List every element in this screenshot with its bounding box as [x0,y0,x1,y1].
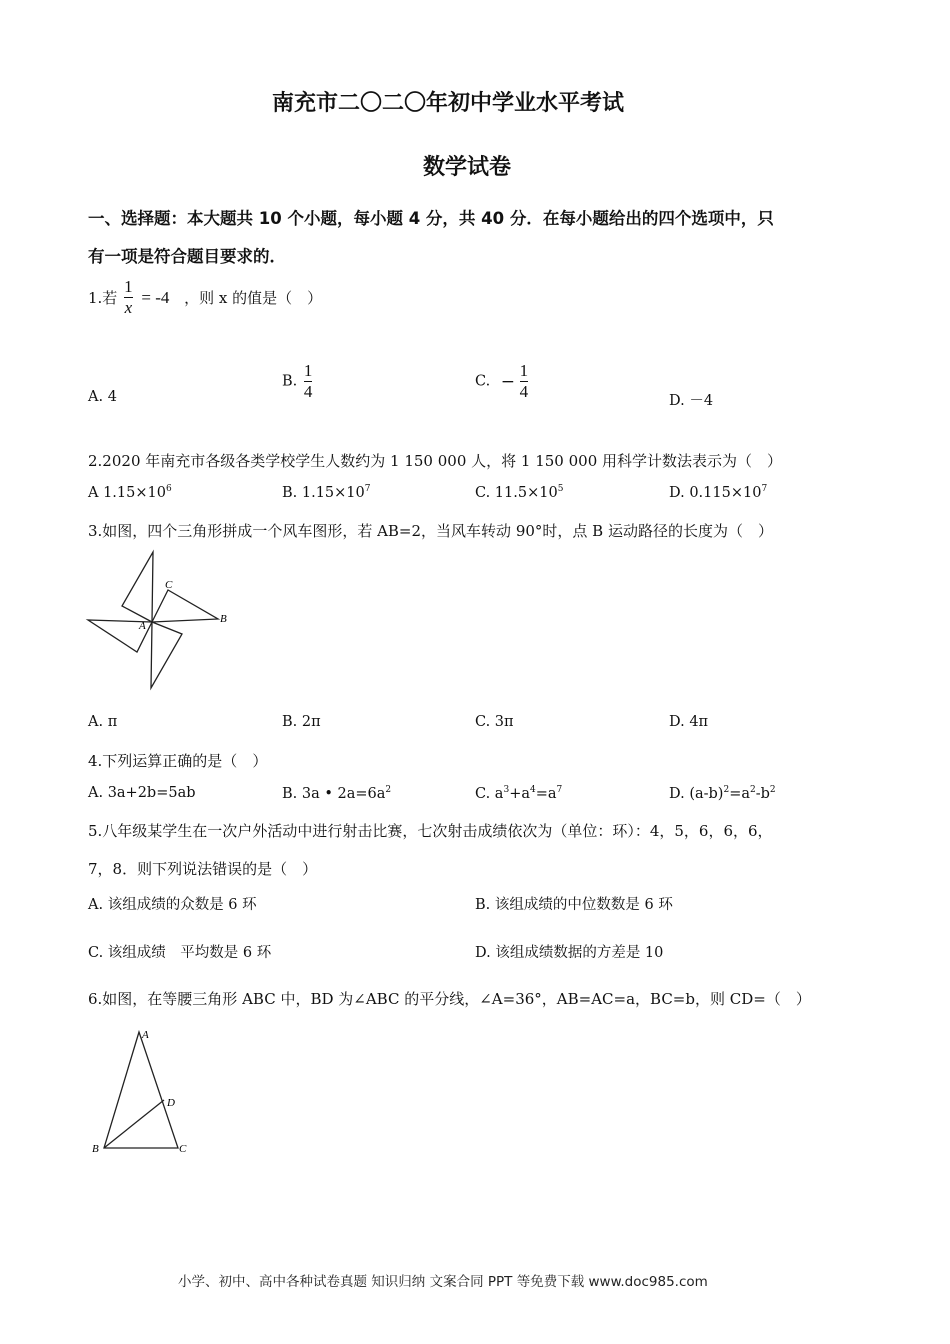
q3-option-c: C. 3π [475,714,514,730]
q5-option-b: B. 该组成绩的中位数数是 6 环 [475,897,673,913]
question-1 [88,278,322,317]
q5-option-a: A. 该组成绩的众数是 6 环 [88,897,257,913]
page-footer: 小学、初中、高中各种试卷真题 知识归纳 文案合同 PPT 等免费下载 www.doc985.com [178,1274,708,1290]
q1-equation: = -4 [141,287,170,307]
q2-option-a: A $1.15\times 10^6$ [88,484,172,501]
question-4: 4.下列运算正确的是（ ） [88,752,268,770]
windmill-triangle-down [151,622,182,688]
q1-option-b-fraction: $\frac{1}{4}$ [303,361,313,401]
section-heading-line1: 一、选择题：本大题共 10 个小题，每小题 4 分，共 40 分．在每小题给出的四个选项中，只 [88,209,774,228]
q3-option-d: D. 4π [669,714,709,730]
q1-option-b-label: B. [282,373,298,390]
exam-subtitle: 数学试卷 [423,155,512,180]
q1-prefix: 1.若 [88,289,118,307]
q3-label-a: A [139,620,146,632]
q4-option-c: C. $a^3+a^4=a^7$ [475,785,563,802]
q1-option-c: C. − $\frac{1}{4}$ [475,361,529,401]
q1-option-c-label: C. [475,373,491,390]
q1-option-d: D. －4 [669,393,714,409]
question-5-line1: 5.八年级某学生在一次户外活动中进行射击比赛，七次射击成绩依次为（单位：环）：4，5，6，6，6， [88,822,773,840]
q1-option-a: A. 4 [88,389,117,405]
q4-option-a: A. 3a+2b=5ab [88,785,196,801]
question-6: 6.如图，在等腰三角形 ABC 中，BD 为∠ABC 的平分线，∠A=36°，AB=AC=a，BC=b，则 CD=（ ） [88,990,811,1008]
q2-option-d: D. $0.115\times 10^7$ [669,484,768,501]
q2-option-b: B. $1.15\times 10^7$ [282,484,371,501]
q6-label-d: D [167,1097,175,1109]
section-heading-line2: 有一项是符合题目要求的． [88,247,286,266]
q1-option-c-fraction: $\frac{1}{4}$ [519,361,529,401]
q1-frac-den: x [124,298,133,317]
question-3: 3.如图，四个三角形拼成一个风车图形，若 AB=2，当风车转动 90°时，点 B 运动路径的长度为（ ） [88,522,773,540]
q1-frac-num: 1 [124,277,133,296]
q2-option-c: C. $11.5\times 10^5$ [475,484,564,501]
q3-label-c: C [165,579,173,591]
q3-label-b: B [220,613,227,625]
windmill-triangle-right [152,590,218,622]
bisector-bd [104,1100,164,1148]
q5-option-d: D. 该组成绩数据的方差是 10 [475,945,664,961]
q3-option-b: B. 2π [282,714,321,730]
q4-option-b: B. 3a • $2a=6a^2$ [282,785,392,802]
q6-label-b: B [92,1143,99,1155]
question-5-line2: 7，8．则下列说法错误的是（ ） [88,860,318,878]
q6-triangle-figure [86,1026,198,1160]
question-2: 2.2020 年南充市各级各类学校学生人数约为 1 150 000 人，将 1 150 000 用科学计数法表示为（ ） [88,452,783,470]
q1-option-b [282,362,312,401]
q3-windmill-figure [84,548,240,694]
triangle-abc [104,1032,178,1148]
q3-option-a: A. π [88,714,118,730]
windmill-triangle-up [122,552,153,622]
exam-title: 南充市二〇二〇年初中学业水平考试 [272,91,625,116]
q6-label-c: C [179,1143,187,1155]
q6-label-a: A [142,1029,149,1041]
q1-suffix: ，则 x 的值是（ ） [184,289,323,307]
q1-fraction [124,278,133,317]
q5-option-c: C. 该组成绩 平均数是 6 环 [88,945,272,961]
q4-option-d: D. $(a-b)^2=a^2-b^2$ [669,785,776,802]
